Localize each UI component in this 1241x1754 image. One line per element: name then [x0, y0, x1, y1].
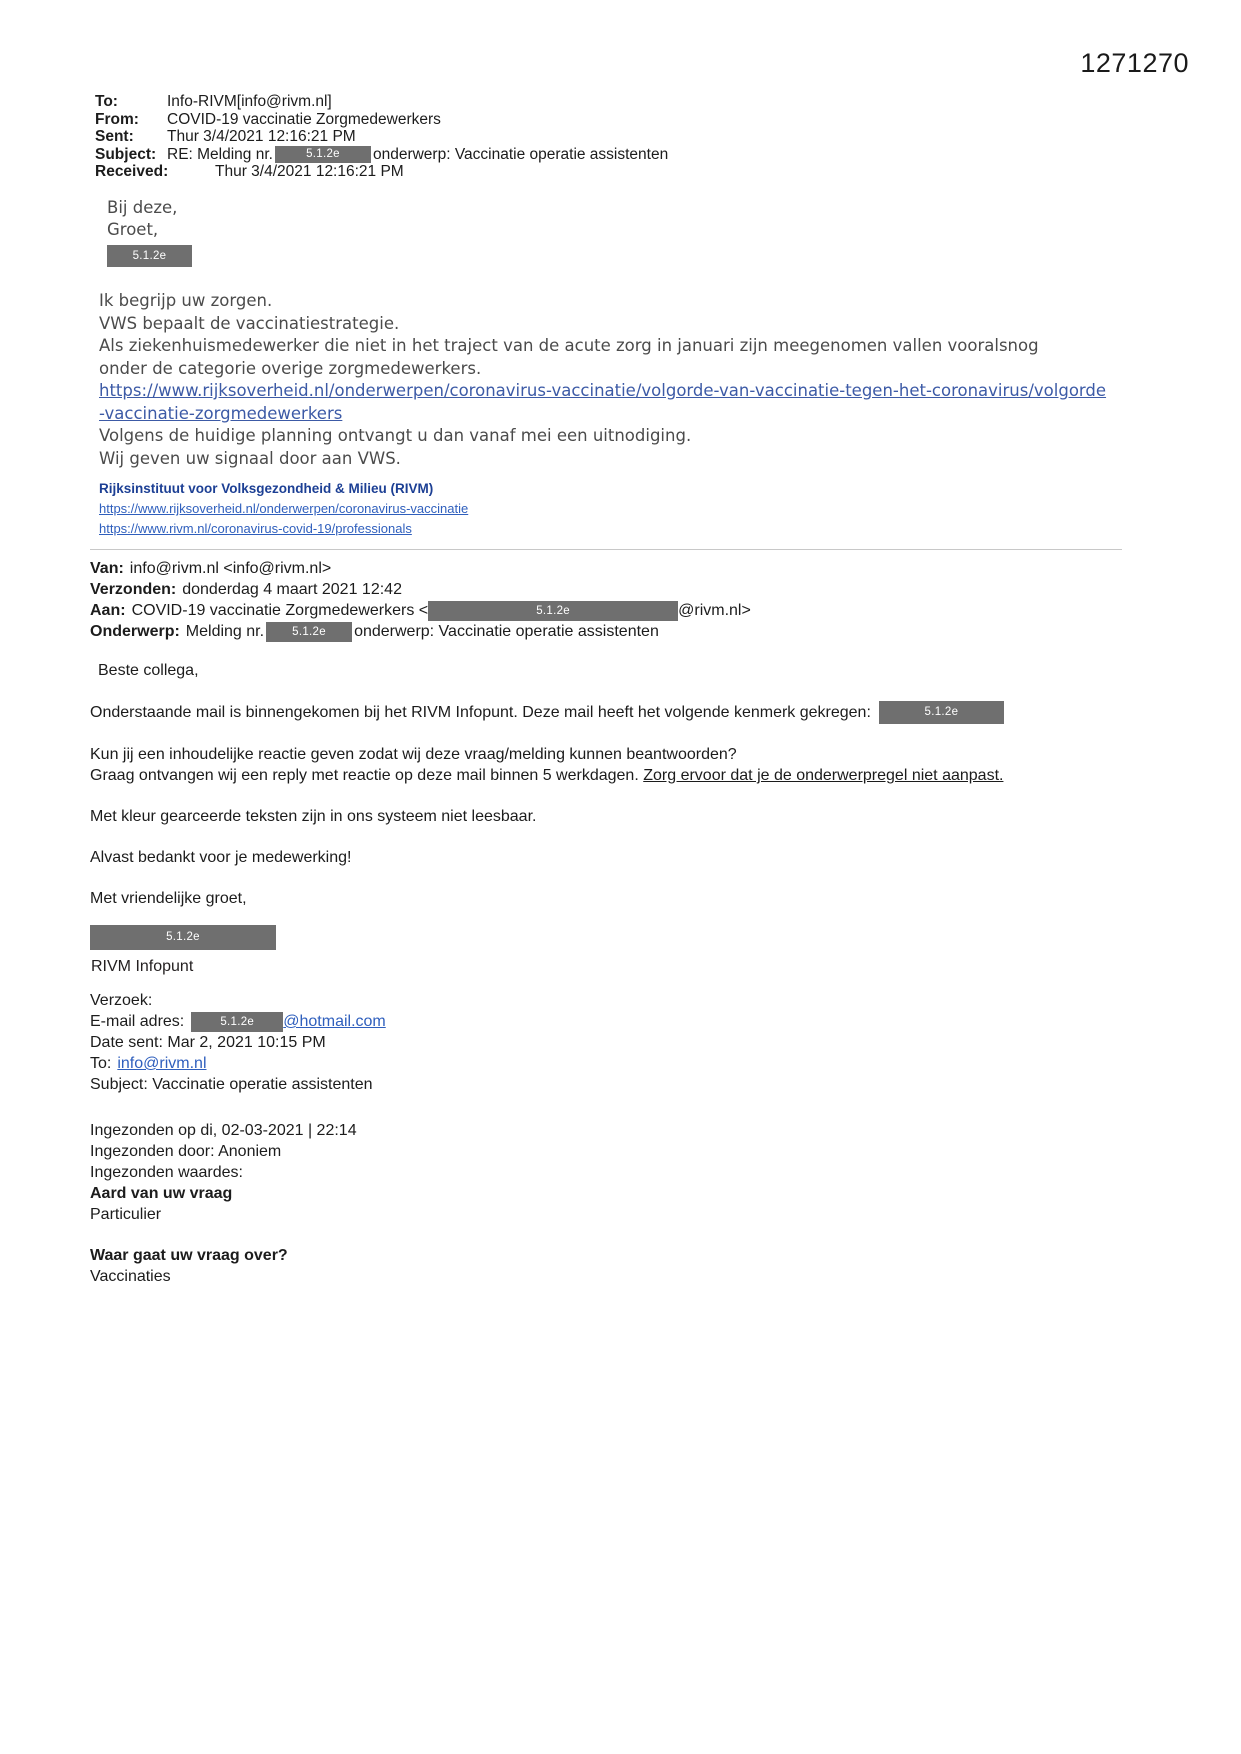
header-row-sent — [95, 128, 1145, 146]
forwarded-paragraph-kleur: Met kleur gearceerde teksten zijn in ons systeem niet leesbaar. — [90, 808, 537, 825]
redaction-box-kenmerk: 5.1.2e — [879, 701, 1004, 724]
forwarded-label-verzonden: Verzonden: — [90, 581, 177, 598]
header-value-subject — [167, 146, 1145, 164]
redaction-box-email: 5.1.2e — [191, 1012, 283, 1032]
reply-body-block — [99, 290, 1109, 470]
section-divider — [90, 549, 1122, 550]
reply-line-bij-deze: Bij deze, — [107, 198, 178, 217]
reply-line-groet: Groet, — [107, 220, 159, 239]
verzoek-block — [90, 990, 1130, 1095]
forwarded-row-aan — [90, 600, 1130, 621]
forwarded-kenmerk-text: Onderstaande mail is binnengekomen bij het RIVM Infopunt. Deze mail heeft het volgende kenmerk gekregen: — [90, 704, 871, 721]
email-header — [95, 93, 1145, 181]
forwarded-reply-underlined: Zorg ervoor dat je de onderwerpregel niet aanpast. — [643, 767, 1004, 784]
header-value-received: Thur 3/4/2021 12:16:21 PM — [215, 163, 404, 180]
header-row-to — [95, 93, 1145, 111]
redaction-box-infopunt-name: 5.1.2e — [90, 925, 276, 950]
verzoek-to-row — [90, 1053, 1130, 1074]
verzoek-email-label: E-mail adres: — [90, 1013, 185, 1030]
ingezonden-date: Ingezonden op di, 02-03-2021 | 22:14 — [90, 1122, 357, 1139]
subject-text-after: onderwerp: Vaccinatie operatie assistenten — [372, 145, 669, 163]
forwarded-onderwerp-after: onderwerp: Vaccinatie operatie assistenten — [354, 623, 659, 640]
redaction-box-subject: 5.1.2e — [275, 146, 371, 163]
header-row-received — [95, 163, 1145, 181]
redaction-box-signature: 5.1.2e — [107, 245, 192, 267]
document-number: 1271270 — [1080, 48, 1189, 78]
forwarded-message-body — [90, 660, 1130, 929]
forwarded-greeting: Beste collega, — [98, 662, 199, 679]
reply-paragraph-4: Volgens de huidige planning ontvangt u dan vanaf mei een uitnodiging. — [99, 426, 692, 445]
forwarded-value-verzonden: donderdag 4 maart 2021 12:42 — [182, 581, 402, 598]
reply-paragraph-2: VWS bepaalt de vaccinatiestrategie. — [99, 313, 400, 333]
forwarded-reply-text: Graag ontvangen wij een reply met reactie op deze mail binnen 5 werkdagen. — [90, 767, 639, 784]
forwarded-row-verzonden — [90, 579, 1130, 600]
header-label-sent: Sent: — [95, 128, 134, 145]
forwarded-message-header — [90, 558, 1130, 642]
verzoek-email-domain[interactable]: @hotmail.com — [283, 1013, 386, 1030]
reply-link-paragraph — [99, 380, 1109, 425]
question-2-label: Waar gaat uw vraag over? — [90, 1247, 288, 1264]
ingezonden-waardes-label: Ingezonden waardes: — [90, 1164, 243, 1181]
forwarded-row-van — [90, 558, 1130, 579]
header-row-subject — [95, 146, 1145, 164]
forwarded-label-onderwerp: Onderwerp: — [90, 623, 180, 640]
verzoek-subject: Subject: Vaccinatie operatie assistenten — [90, 1076, 373, 1093]
rivm-signature-link-professionals[interactable]: https://www.rivm.nl/coronavirus-covid-19/professionals — [99, 521, 412, 536]
question-1-label: Aard van uw vraag — [90, 1185, 233, 1202]
ingezonden-block — [90, 1120, 1130, 1287]
forwarded-value-aan-before: COVID-19 vaccinatie Zorgmedewerkers < — [131, 602, 429, 619]
forwarded-onderwerp-before: Melding nr. — [185, 623, 265, 640]
verzoek-date-sent: Date sent: Mar 2, 2021 10:15 PM — [90, 1034, 326, 1051]
reply-paragraph-3-line2: onder de categorie overige zorgmedewerkers. — [99, 358, 482, 378]
reply-top-block — [107, 197, 1107, 267]
verzoek-email-row — [90, 1011, 1130, 1032]
redaction-box-aan: 5.1.2e — [428, 601, 678, 621]
forwarded-value-aan-after: @rivm.nl> — [678, 602, 751, 619]
header-row-from — [95, 111, 1145, 129]
forwarded-paragraph-kenmerk — [90, 701, 1130, 724]
header-label-subject: Subject: — [95, 145, 157, 163]
rivm-signature-link-rijksoverheid[interactable]: https://www.rijksoverheid.nl/onderwerpen/coronavirus-vaccinatie — [99, 501, 469, 516]
verzoek-to-link[interactable]: info@rivm.nl — [117, 1055, 207, 1072]
forwarded-paragraph-bedankt: Alvast bedankt voor je medewerking! — [90, 849, 352, 866]
infopunt-redaction-wrap — [90, 925, 690, 950]
forwarded-paragraph-groet: Met vriendelijke groet, — [90, 890, 247, 907]
reply-paragraph-1: Ik begrijp uw zorgen. — [99, 291, 273, 310]
question-1-value: Particulier — [90, 1206, 162, 1223]
forwarded-paragraph-reply — [90, 765, 1130, 786]
subject-text-before: RE: Melding nr. — [167, 145, 273, 163]
forwarded-label-van: Van: — [90, 560, 124, 577]
header-label-received: Received: — [95, 163, 169, 180]
header-value-from: COVID-19 vaccinatie Zorgmedewerkers — [167, 110, 441, 128]
forwarded-label-aan: Aan: — [90, 602, 126, 619]
question-2-value: Vaccinaties — [90, 1268, 171, 1285]
forwarded-value-van: info@rivm.nl <info@rivm.nl> — [129, 560, 332, 577]
rivm-signature-block — [99, 479, 999, 539]
verzoek-title: Verzoek: — [90, 992, 153, 1009]
vaccinatie-volgorde-link[interactable]: https://www.rijksoverheid.nl/onderwerpen/coronavirus-vaccinatie/volgorde-van-vaccinatie-tegen-het-coronavirus/volgorde-vaccinatie-zorgmedewerkers — [99, 381, 1107, 423]
reply-paragraph-3-line1: Als ziekenhuismedewerker die niet in het traject van de acute zorg in januari zijn meegenomen vallen vooralsnog — [99, 336, 1039, 355]
ingezonden-spacer — [90, 1225, 1130, 1245]
header-label-from: From: — [95, 110, 139, 128]
header-value-to: Info-RIVM[info@rivm.nl] — [167, 93, 332, 110]
header-value-sent: Thur 3/4/2021 12:16:21 PM — [167, 128, 356, 145]
verzoek-to-label: To: — [90, 1055, 112, 1072]
forwarded-row-onderwerp — [90, 621, 1130, 642]
header-label-to: To: — [95, 93, 118, 110]
reply-signature-redaction-wrap — [107, 244, 1107, 267]
redaction-box-onderwerp: 5.1.2e — [266, 622, 352, 642]
infopunt-signature-block — [90, 925, 690, 977]
forwarded-paragraph-reactie: Kun jij een inhoudelijke reactie geven zodat wij deze vraag/melding kunnen beantwoorden? — [90, 746, 737, 763]
reply-paragraph-5: Wij geven uw signaal door aan VWS. — [99, 448, 401, 468]
ingezonden-door: Ingezonden door: Anoniem — [90, 1143, 282, 1160]
rivm-org-name: Rijksinstituut voor Volksgezondheid & Milieu (RIVM) — [99, 481, 434, 496]
infopunt-name: RIVM Infopunt — [91, 958, 194, 975]
